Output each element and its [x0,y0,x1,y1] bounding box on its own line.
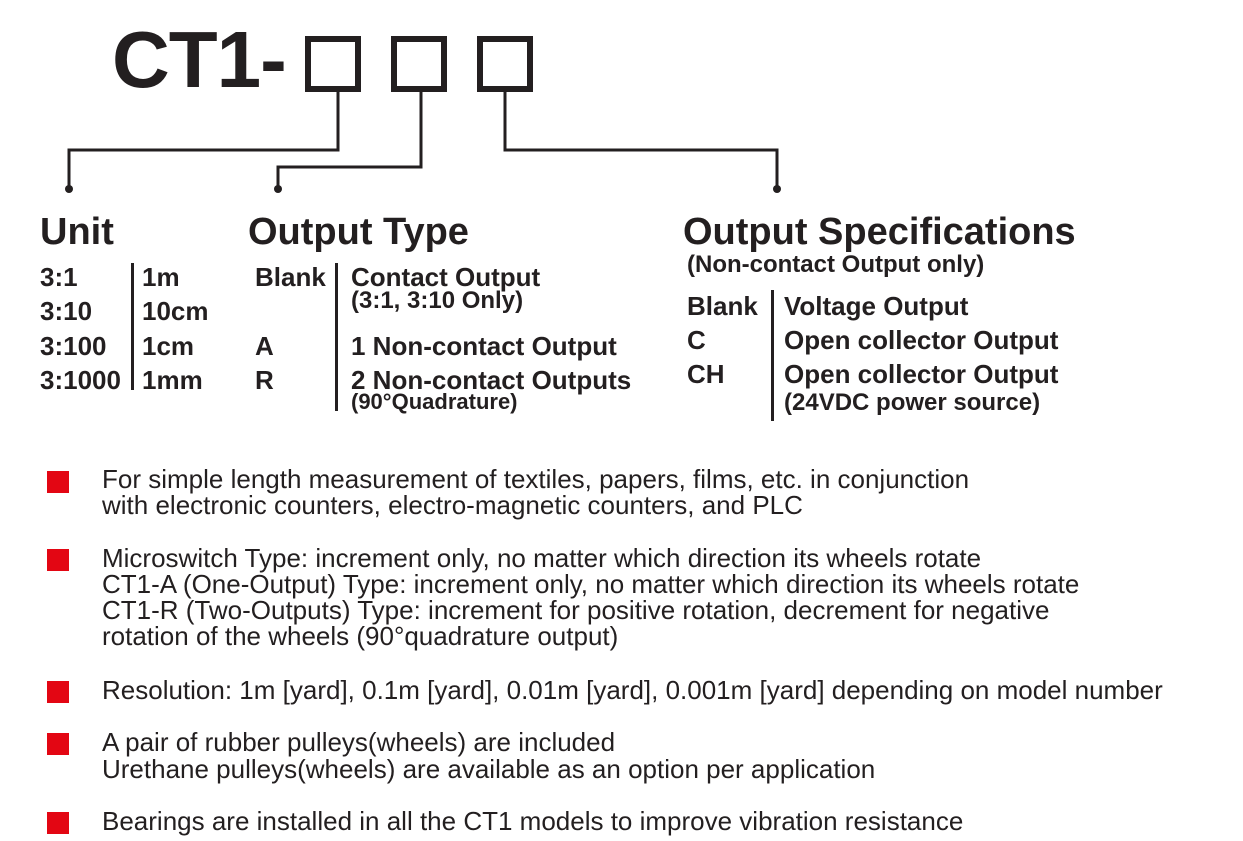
output-spec-desc: Open collector Output [784,359,1059,389]
output-type-note: (90°Quadrature) [351,389,518,414]
output-type-desc: 2 Non-contact Outputs [351,365,632,395]
connector-output-type [278,92,421,187]
feature-line: A pair of rubber pulleys(wheels) are included [102,727,616,757]
output-spec-heading: Output Specifications [683,211,1076,253]
bullet-square [47,681,69,703]
output-type-code: R [255,365,274,395]
output-type-code: Blank [255,262,326,292]
output-spec-code: C [687,325,706,355]
output-type-divider [335,263,338,411]
unit-ratio: 3:1000 [40,365,121,395]
output-spec-note: (24VDC power source) [784,389,1041,416]
output-type-desc: Contact Output [351,262,541,292]
output-spec-divider [771,290,774,421]
connector-dot-output-spec [773,185,781,193]
connector-output-spec [505,92,777,187]
model-code-prefix: CT1- [112,15,286,104]
feature-line: rotation of the wheels (90°quadrature output) [102,621,619,651]
output-spec-code: CH [687,359,725,389]
bullet-square [47,812,69,834]
feature-line: with electronic counters, electro-magnetic counters, and PLC [102,490,803,520]
unit-heading: Unit [40,211,114,253]
feature-line: Bearings are installed in all the CT1 models to improve vibration resistance [102,806,964,836]
unit-divider [131,263,134,390]
bullet-square [47,549,69,571]
output-spec-subtitle: (Non-contact Output only) [687,251,985,278]
output-type-note: (3:1, 3:10 Only) [351,287,524,314]
unit-value: 1cm [142,331,195,361]
output-spec-desc: Voltage Output [784,291,969,321]
unit-value: 10cm [142,296,209,326]
unit-ratio: 3:100 [40,331,107,361]
bullet-square [47,471,69,493]
feature-line: Resolution: 1m [yard], 0.1m [yard], 0.01m [yard], 0.001m [yard] depending on model number [102,675,1163,705]
feature-line: Urethane pulleys(wheels) are available as an option per application [102,754,876,784]
output-spec-code: Blank [687,291,758,321]
output-type-code: A [255,331,274,361]
output-type-heading: Output Type [248,211,469,253]
feature-line: Microswitch Type: increment only, no matter which direction its wheels rotate [102,543,982,573]
connector-unit [69,92,338,187]
unit-value: 1mm [142,365,203,395]
bullet-square [47,733,69,755]
unit-ratio: 3:1 [40,262,78,292]
unit-ratio: 3:10 [40,296,93,326]
feature-line: CT1-A (One-Output) Type: increment only, no matter which direction its wheels rotate [102,569,1080,599]
connector-dot-unit [65,185,73,193]
feature-line: For simple length measurement of textiles, papers, films, etc. in conjunction [102,464,970,494]
output-spec-desc: Open collector Output [784,325,1059,355]
feature-line: CT1-R (Two-Outputs) Type: increment for positive rotation, decrement for negative [102,595,1050,625]
output-type-desc: 1 Non-contact Output [351,331,617,361]
connector-dot-output-type [274,185,282,193]
unit-value: 1m [142,262,180,292]
